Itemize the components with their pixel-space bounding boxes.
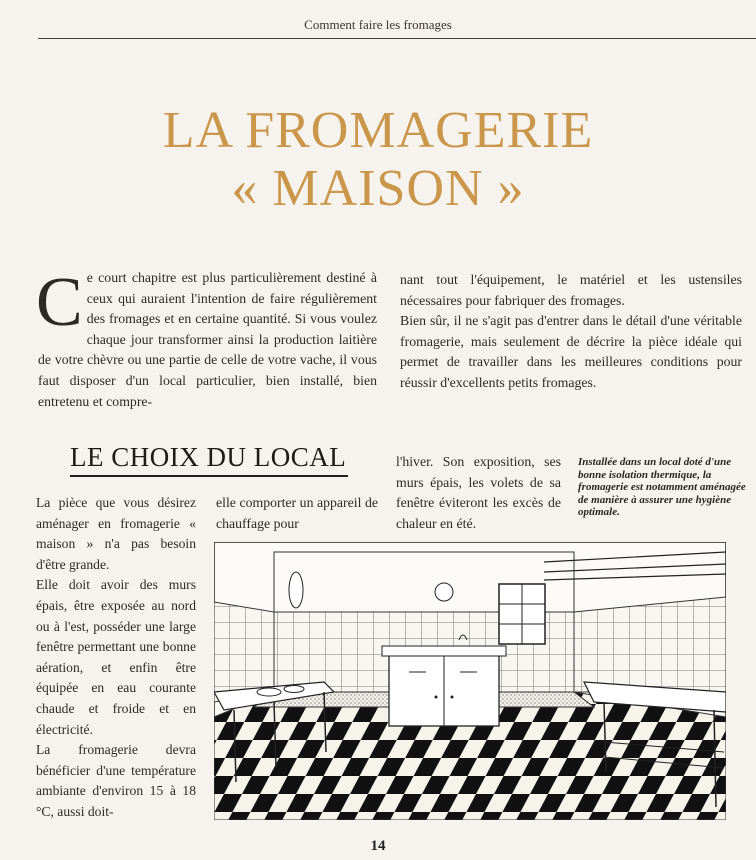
drop-cap: C bbox=[36, 264, 83, 341]
page-title-line1: LA FROMAGERIE bbox=[162, 102, 594, 159]
section-paragraph-2: Elle doit avoir des murs épais, être exposée au nord ou à l'est, posséder une large fenêtre permettant une bonne aération, et enfin être équipée en eau courante chaude et froide et en électricité. bbox=[36, 577, 196, 737]
illustration-caption: Installée dans un local doté d'une bonne isolation thermique, la fromagerie est notamment aménagée de manière à assurer une hygiène optimale. bbox=[578, 456, 746, 518]
intro-column-2 bbox=[400, 270, 742, 394]
section-title: LE CHOIX DU LOCAL bbox=[70, 442, 347, 472]
intro-column-1 bbox=[36, 264, 377, 412]
running-head: Comment faire les fromages bbox=[304, 17, 452, 32]
header-rule bbox=[38, 38, 756, 39]
section-column-2-text: elle comporter un appareil de chauffage pour bbox=[216, 495, 378, 531]
kitchen-illustration bbox=[214, 542, 726, 820]
section-paragraph-1: La pièce que vous désirez aménager en fromagerie « maison » n'a pas besoin d'être grande. bbox=[36, 495, 196, 572]
page-number: 14 bbox=[370, 838, 386, 854]
section-title-rule bbox=[70, 475, 348, 477]
intro-text-col1: e court chapitre est plus particulièrement destiné à ceux qui auraient l'intention de faire régulièrement des fromages et en certaine quantité. Si vous voulez chaque jour transformer ainsi la production laitière de votre chèvre ou une partie de celle de votre vache, il vous faut disposer d'un local particulier, bien installé, bien entretenu et compre- bbox=[38, 270, 377, 409]
section-paragraph-3: La fromagerie devra bénéficier d'une température ambiante d'environ 15 à 18 °C, aussi doit- bbox=[36, 742, 196, 819]
intro-paragraph-1: nant tout l'équipement, le matériel et les ustensiles nécessaires pour fabriquer des fromages. bbox=[400, 272, 742, 308]
section-column-3-text: l'hiver. Son exposition, ses murs épais, les volets de sa fenêtre éviteront les excès de chaleur en été. bbox=[396, 454, 561, 531]
section-column-1 bbox=[36, 493, 196, 823]
section-column-3 bbox=[396, 452, 561, 534]
page-title-line2: « MAISON » bbox=[231, 160, 525, 217]
section-column-2 bbox=[216, 493, 378, 534]
intro-paragraph-2: Bien sûr, il ne s'agit pas d'entrer dans le détail d'une véritable fromagerie, mais seulement de décrire la pièce idéale qui permet de travailler dans les meilleures conditions pour réussir d'excellents petits fromages. bbox=[400, 313, 742, 390]
